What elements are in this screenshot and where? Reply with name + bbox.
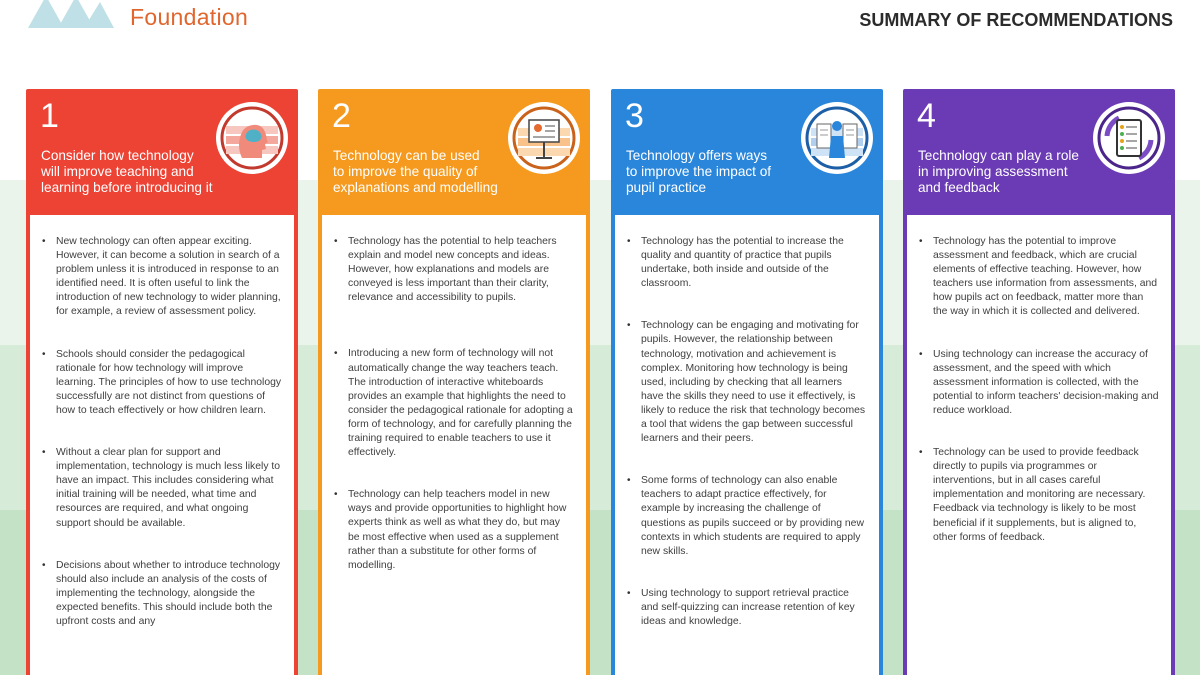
list-item: • Decisions about whether to introduce technology should also include an analysis of the costs of implementing the technology, alongside the expected benefits. This should include both the upfront costs and any bbox=[56, 559, 282, 629]
recommendation-list bbox=[907, 215, 1171, 545]
head-brain-icon bbox=[216, 102, 288, 174]
card-heading: Consider how technology will improve teaching and learning before introducing it bbox=[41, 148, 213, 195]
card-body bbox=[907, 215, 1171, 675]
card-number: 2 bbox=[332, 97, 351, 135]
list-item: • Technology has the potential to help teachers explain and model new concepts and ideas. However, how explanations and models are conveyed is less important than their clarity, relevance and accessibility to pupils. bbox=[348, 235, 574, 305]
recommendation-card-4 bbox=[903, 89, 1175, 675]
list-item: • Using technology to support retrieval practice and self-quizzing can increase retention of key ideas and knowledge. bbox=[641, 587, 867, 629]
list-item: • Using technology can increase the accuracy of assessment, and the speed with which assessment information is collected, with the potential to inform teachers' decision-making and reduce workload. bbox=[933, 348, 1159, 418]
list-item: • Technology has the potential to improve assessment and feedback, which are crucial elements of effective teaching. However, how teachers use information from assessments, and how pupils act on feedback, matter more than the way in which it is collected and delivered. bbox=[933, 235, 1159, 320]
assessment-tablet-icon bbox=[1093, 102, 1165, 174]
card-body bbox=[615, 215, 879, 675]
list-item: • Some forms of technology can also enable teachers to adapt practice effectively, for example by increasing the challenge of questions as pupils succeed or by providing new contexts in which students are required to apply new skills. bbox=[641, 474, 867, 559]
card-body bbox=[322, 215, 586, 675]
card-number: 3 bbox=[625, 97, 644, 135]
recommendation-card-2 bbox=[318, 89, 590, 675]
recommendation-card-1 bbox=[26, 89, 298, 675]
card-heading: Technology can play a role in improving assessment and feedback bbox=[918, 148, 1079, 195]
list-item: • Schools should consider the pedagogical rationale for how technology will improve learning. The principles of how to use technology successfully are not distinct from questions of how to teach effectively or how children learn. bbox=[56, 348, 282, 418]
presentation-board-icon bbox=[508, 102, 580, 174]
card-body bbox=[30, 215, 294, 675]
page-title: SUMMARY OF RECOMMENDATIONS bbox=[859, 10, 1173, 30]
card-number: 4 bbox=[917, 97, 936, 135]
recommendation-list bbox=[30, 215, 294, 629]
recommendation-card-3 bbox=[611, 89, 883, 675]
recommendation-list bbox=[615, 215, 879, 629]
card-heading: Technology can be used to improve the quality of explanations and modelling bbox=[333, 148, 498, 195]
page-header bbox=[0, 0, 1200, 40]
list-item: • Technology can help teachers model in new ways and provide opportunities to highlight how experts think as well as what they do, but may be most effective when used as a supplement rather than a substitute for other forms of modelling. bbox=[348, 488, 574, 573]
logo-text: Foundation bbox=[130, 4, 249, 30]
pupil-practice-icon bbox=[801, 102, 873, 174]
logo-mark-icon bbox=[28, 0, 114, 28]
card-number: 1 bbox=[40, 97, 59, 135]
recommendation-list bbox=[322, 215, 586, 573]
list-item: • Technology can be engaging and motivating for pupils. However, the relationship between technology, motivation and achievement is complex. Monitoring how technology is being used, including by checking that all learners have the skills they need to use it effectively, is likely to reduce the risk that technology becomes a tool that widens the gap between successful learners and their peers. bbox=[641, 319, 867, 446]
list-item: • New technology can often appear exciting. However, it can become a solution in search of a problem unless it is introduced in response to an identified need. It is often useful to link the introduction of new technology to wider planning, for example, a review of assessment policy. bbox=[56, 235, 282, 320]
list-item: • Introducing a new form of technology will not automatically change the way teachers teach. The introduction of interactive whiteboards provides an example that highlights the need to consider the pedagogical rationale for adopting a form of technology, and for carefully planning the training required to enable teachers to use it effectively. bbox=[348, 347, 574, 460]
list-item: • Technology has the potential to increase the quality and quantity of practice that pupils undertake, both inside and outside of the classroom. bbox=[641, 235, 867, 291]
card-heading: Technology offers ways to improve the impact of pupil practice bbox=[626, 148, 772, 195]
list-item: • Without a clear plan for support and implementation, technology is much less likely to have an impact. This includes considering what initial training will be needed, what time and resources are required, and what ongoing support should be available. bbox=[56, 446, 282, 531]
list-item: • Technology can be used to provide feedback directly to pupils via programmes or interventions, but in all cases careful implementation and monitoring are necessary. Feedback via technology is likely to be most beneficial if it supplements, but is aligned to, other forms of feedback. bbox=[933, 446, 1159, 545]
